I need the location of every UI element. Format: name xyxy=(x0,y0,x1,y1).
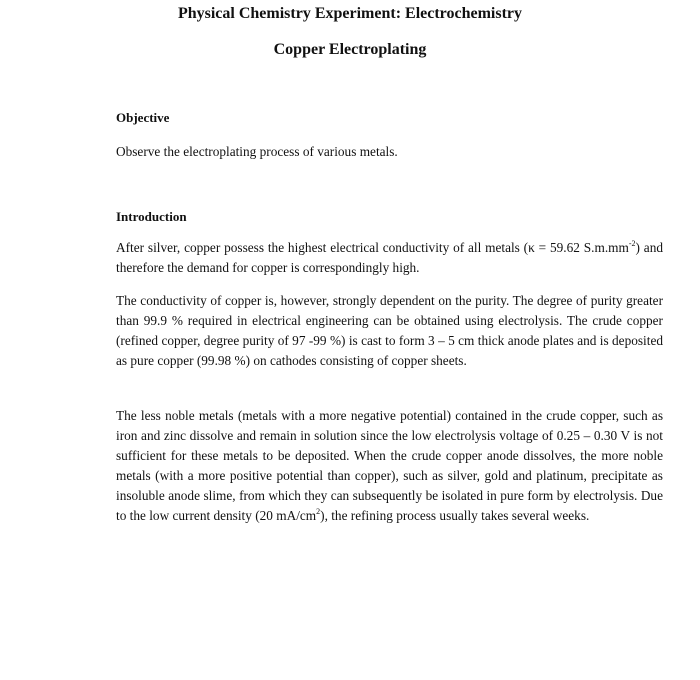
intro-paragraph-1-superscript: -2 xyxy=(628,238,636,248)
intro-paragraph-2: The conductivity of copper is, however, strongly dependent on the purity. The degree of purity greater than 99.9 % required in electrical engineering can be obtained using electrolysis. The crude copper (refined copper, degree purity of 97 -99 %) is cast to form 3 – 5 cm thick anode plates and is deposited as pure copper (99.98 %) on cathodes consisting of copper sheets. xyxy=(116,293,663,368)
document-subtitle: Copper Electroplating xyxy=(273,41,427,58)
intro-paragraph-3-superscript: 2 xyxy=(316,506,321,516)
document-title: Physical Chemistry Experiment: Electrochemistry xyxy=(177,5,523,22)
objective-text: Observe the electroplating process of various metals. xyxy=(116,144,398,159)
intro-paragraph-3-part-b: ), the refining process usually takes several weeks. xyxy=(320,508,590,523)
intro-paragraph-1-part-b: ) and therefore the demand for copper is correspondingly high. xyxy=(116,240,663,275)
objective-heading: Objective xyxy=(116,110,170,125)
intro-paragraph-1 xyxy=(116,238,663,278)
introduction-heading: Introduction xyxy=(116,209,187,224)
intro-paragraph-3 xyxy=(116,406,663,526)
intro-paragraph-1-part-a: After silver, copper possess the highest electrical conductivity of all metals (κ = 59.62 S.m.mm xyxy=(116,240,629,255)
intro-paragraph-3-part-a: The less noble metals (metals with a more negative potential) contained in the crude copper, such as iron and zinc dissolve and remain in solution since the low electrolysis voltage of 0.25 – 0.30 V is not sufficient for these metals to be deposited. When the crude copper anode dissolves, the more noble metals (with a more positive potential than copper), such as silver, gold and platinum, precipitate as insoluble anode slime, from which they can subsequently be isolated in pure form by electrolysis. Due to the low current density (20 mA/cm xyxy=(116,408,663,523)
